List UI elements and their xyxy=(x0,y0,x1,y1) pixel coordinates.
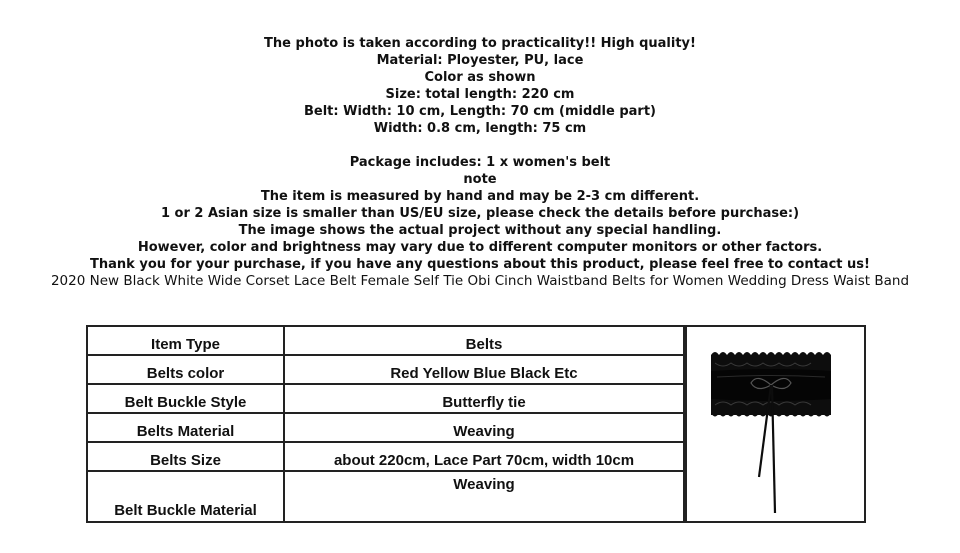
product-title: 2020 New Black White Wide Corset Lace Belt Female Self Tie Obi Cinch Waistband Belts for Women Wedding Dress Waist Band xyxy=(50,273,910,289)
spec-key: Item Type xyxy=(88,327,284,355)
note-line: note xyxy=(463,172,497,187)
spec-value: Belts xyxy=(284,327,684,355)
note-line: Thank you for your purchase, if you have any questions about this product, please feel free to contact us! xyxy=(90,257,870,272)
spec-key: Belts Size xyxy=(88,442,284,471)
table-row xyxy=(88,471,684,521)
lace-belt-image xyxy=(687,327,864,521)
product-image xyxy=(685,327,864,521)
spec-value: Butterfly tie xyxy=(284,384,684,413)
note-line: 1 or 2 Asian size is smaller than US/EU size, please check the details before purchase:) xyxy=(160,206,800,221)
spec-key: Belt Buckle Material xyxy=(88,471,284,521)
table-row xyxy=(88,442,684,471)
desc-line: The photo is taken according to practicality!! High quality! xyxy=(264,36,696,51)
note-line: The image shows the actual project without any special handling. xyxy=(238,223,722,238)
desc-line: Color as shown xyxy=(424,70,536,85)
spec-key: Belts color xyxy=(88,355,284,384)
spec-value: about 220cm, Lace Part 70cm, width 10cm xyxy=(284,442,684,471)
spec-table xyxy=(86,325,866,523)
product-description xyxy=(0,35,960,290)
desc-line: Belt: Width: 10 cm, Length: 70 cm (middle part) xyxy=(304,104,656,119)
table-row xyxy=(88,355,684,384)
desc-line: Width: 0.8 cm, length: 75 cm xyxy=(373,121,587,136)
spec-value: Red Yellow Blue Black Etc xyxy=(284,355,684,384)
table-row xyxy=(88,327,684,355)
spec-value: Weaving xyxy=(284,471,684,521)
note-line: Package includes: 1 x women's belt xyxy=(349,155,611,170)
desc-line: Material: Ployester, PU, lace xyxy=(376,53,584,68)
spec-key: Belt Buckle Style xyxy=(88,384,284,413)
spacer xyxy=(0,137,960,154)
table-row xyxy=(88,413,684,442)
note-line: The item is measured by hand and may be 2-3 cm different. xyxy=(260,189,700,204)
spec-value: Weaving xyxy=(284,413,684,442)
desc-line: Size: total length: 220 cm xyxy=(385,87,575,102)
spec-key: Belts Material xyxy=(88,413,284,442)
note-line: However, color and brightness may vary due to different computer monitors or other factors. xyxy=(137,240,823,255)
table-row xyxy=(88,384,684,413)
